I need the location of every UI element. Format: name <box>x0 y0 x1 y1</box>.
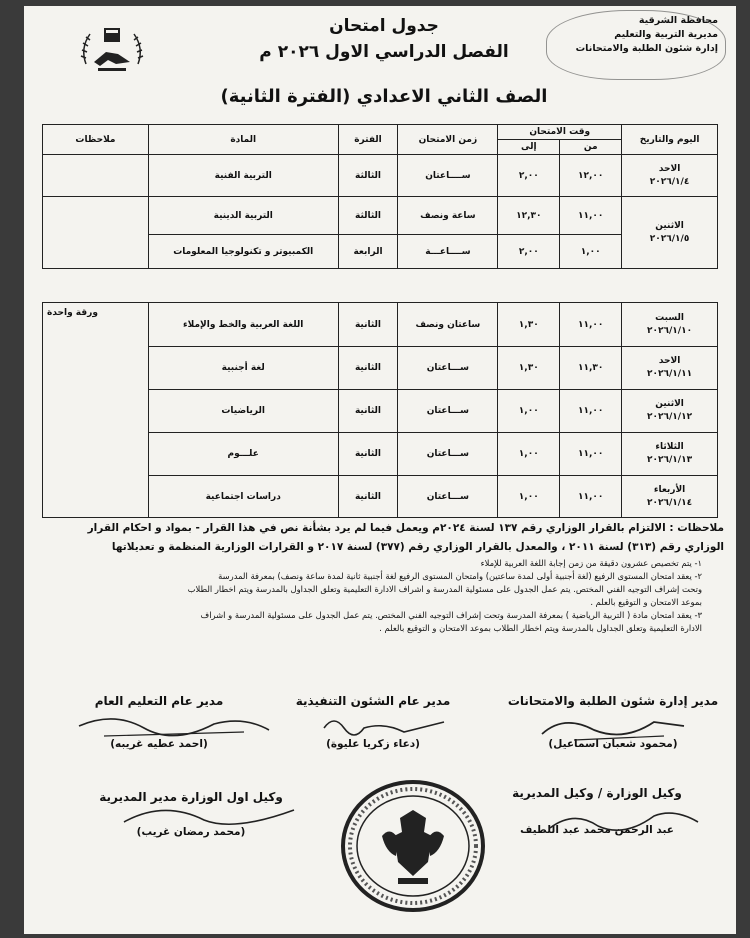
day-label: الاحد <box>658 356 681 366</box>
signature-title: وكيل اول الوزارة مدير المديرية <box>99 790 283 804</box>
subject-cell: التربية الدينية <box>148 197 338 235</box>
office-line-administration: إدارة شئون الطلبة والامتحانات <box>575 43 718 54</box>
header-subject: المادة <box>148 125 338 155</box>
day-date-cell <box>622 303 718 347</box>
office-heading <box>548 14 718 56</box>
period-cell: الثالثة <box>338 197 398 235</box>
day-label: الاحد <box>658 163 681 174</box>
date-label: ٢٠٢٦/١/١١ <box>647 369 693 379</box>
period-cell: الثانية <box>338 303 398 347</box>
from-cell: ١,٠٠ <box>560 235 622 269</box>
handwritten-signature <box>74 706 274 746</box>
to-cell: ٢,٠٠ <box>498 235 560 269</box>
day-date-cell <box>622 347 718 390</box>
header-from: من <box>560 140 622 155</box>
grade-title: الصف الثاني الاعدادي (الفترة الثانية) <box>220 86 548 107</box>
day-label: السبت <box>655 312 684 323</box>
day-label: الثلاثاء <box>655 442 684 452</box>
signature-name: (محمد رمضان غريب) <box>136 826 246 838</box>
header-to: إلى <box>498 140 560 155</box>
date-label: ٢٠٢٦/١/٥ <box>649 233 690 244</box>
duration-cell: ســـاعتان <box>398 390 498 433</box>
date-label: ٢٠٢٦/١/١٢ <box>647 412 693 422</box>
to-cell: ١,٣٠ <box>498 303 560 347</box>
handwritten-signature <box>314 710 464 740</box>
official-seal-icon <box>338 776 488 916</box>
single-paper-note: ورقة واحدة <box>47 308 98 318</box>
handwritten-signature <box>114 796 304 836</box>
from-cell: ١١,٠٠ <box>560 433 622 476</box>
office-line-directorate: مديرية التربية والتعليم <box>614 29 718 40</box>
period-cell: الثالثة <box>338 155 398 197</box>
to-cell: ١,٠٠ <box>498 476 560 518</box>
schedule-table-1 <box>42 124 718 269</box>
day-date-cell <box>622 197 718 269</box>
note-item-3b: الادارة التعليمية وتعلق الجداول بالمدرسة ويتم اخطار الطلاب بموعد الامتحان و التوقيع بالعلم . <box>379 623 702 633</box>
signature-title: مدير عام الشئون التنفيذية <box>295 694 451 708</box>
header-duration: زمن الامتحان <box>398 125 498 155</box>
signature-name: (محمود شعبان اسماعيل) <box>548 738 678 750</box>
signature-title: مدير إدارة شئون الطلبة والامتحانات <box>507 694 719 708</box>
subject-cell: لغة أجنبية <box>148 347 338 390</box>
note-item-1: ١- يتم تخصيص عشرون دقيقة من زمن إجابة اللغة العربية للإملاء <box>480 558 702 568</box>
subject-cell: الكمبيوتر و تكنولوجيا المعلومات <box>148 235 338 269</box>
duration-cell: ساعة ونصف <box>398 197 498 235</box>
signature-name: عبد الرحمن محمد عبد اللطيف <box>520 824 674 836</box>
day-label: الاثنين <box>655 220 684 231</box>
header-notes: ملاحظات <box>43 125 149 155</box>
note-item-2b: وتحت إشراف التوجيه الفني المختص. يتم عمل الجدول على مسئولية المدرسة و اشراف الادارة التعليمية وتعلق الجداول بالمدرسة ويتم اخطار الطلاب <box>187 584 702 594</box>
note-line-2: الوزاري رقم (٣١٣) لسنة ٢٠١١ ، والمعدل بالقرار الوزاري رقم (٣٧٧) لسنة ٢٠١٧ و القرارات الوزارية المنظمة و تعديلاتها <box>111 541 724 553</box>
notes-cell <box>43 303 149 518</box>
date-label: ٢٠٢٦/١/١٠ <box>647 325 693 336</box>
duration-cell: ســـاعتان <box>398 433 498 476</box>
office-line-governorate: محافظة الشرقية <box>638 15 718 26</box>
period-cell: الثانية <box>338 347 398 390</box>
subject-cell: دراسات اجتماعية <box>148 476 338 518</box>
period-cell: الثانية <box>338 390 398 433</box>
date-label: ٢٠٢٦/١/١٣ <box>647 455 693 465</box>
day-date-cell <box>622 155 718 197</box>
subject-cell: الرياضيات <box>148 390 338 433</box>
document-page <box>24 6 736 934</box>
note-item-2c: بموعد الامتحان و التوقيع بالعلم . <box>590 597 702 607</box>
day-date-cell <box>622 433 718 476</box>
table-row <box>43 303 718 347</box>
signature-name: (دعاء زكريا عليوة) <box>326 738 420 750</box>
signature-name: (احمد عطيه غريبه) <box>110 738 208 750</box>
table-row <box>43 197 718 235</box>
duration-cell: ســـاعتان <box>398 476 498 518</box>
day-label: الأربعاء <box>653 484 686 495</box>
notes-cell <box>43 197 149 269</box>
from-cell: ١٢,٠٠ <box>560 155 622 197</box>
day-label: الاثنين <box>655 399 684 409</box>
date-label: ٢٠٢٦/١/٤ <box>649 176 690 187</box>
header-day-date: اليوم والتاريخ <box>622 125 718 155</box>
to-cell: ١,٠٠ <box>498 390 560 433</box>
duration-cell: ســــاعـــة <box>398 235 498 269</box>
header-exam-time: وقت الامتحان <box>498 125 622 140</box>
day-date-cell <box>622 476 718 518</box>
header-period: الفترة <box>338 125 398 155</box>
note-item-3a: ٣- يعقد امتحان مادة ( التربية الرياضية ) بمعرفة المدرسة وتحت إشراف التوجيه الفني المختص. يتم عمل الجدول على مسئولية المدرسة و اشراف <box>200 610 702 620</box>
schedule-table-2 <box>42 302 718 518</box>
duration-cell: ســـاعتان <box>398 347 498 390</box>
day-date-cell <box>622 390 718 433</box>
subject-cell: علـــوم <box>148 433 338 476</box>
term-title: الفصل الدراسي الاول ٢٠٢٦ م <box>259 42 509 62</box>
from-cell: ١١,٠٠ <box>560 197 622 235</box>
signature-title: وكيل الوزارة / وكيل المديرية <box>512 786 682 800</box>
to-cell: ١,٣٠ <box>498 347 560 390</box>
period-cell: الثانية <box>338 476 398 518</box>
duration-cell: ساعتان ونصف <box>398 303 498 347</box>
period-cell: الثانية <box>338 433 398 476</box>
notes-section <box>38 520 724 635</box>
to-cell: ١٢,٣٠ <box>498 197 560 235</box>
subject-cell: التربية الفنية <box>148 155 338 197</box>
subject-cell: اللغة العربية والخط والإملاء <box>148 303 338 347</box>
to-cell: ٢,٠٠ <box>498 155 560 197</box>
from-cell: ١١,٠٠ <box>560 476 622 518</box>
table-row <box>43 155 718 197</box>
note-line-1: ملاحظات : الالتزام بالقرار الوزاري رقم ١٣٧ لسنة ٢٠٢٤م ويعمل فيما لم يرد بشأنة نص في هذا القرار - بمواد و احكام القرار <box>87 522 724 534</box>
from-cell: ١١,٣٠ <box>560 347 622 390</box>
note-item-2a: ٢- يعقد امتحان المستوى الرفيع (لغة أجنبية أولى لمدة ساعتين) وامتحان المستوى الرفيع لغة أجنبية ثانية لمدة ساعة ونصف) بمعرفة المدرسة <box>218 571 702 581</box>
from-cell: ١١,٠٠ <box>560 390 622 433</box>
document-title: جدول امتحان <box>329 16 439 36</box>
from-cell: ١١,٠٠ <box>560 303 622 347</box>
period-cell: الرابعة <box>338 235 398 269</box>
notes-cell <box>43 155 149 197</box>
signature-title: مدير عام التعليم العام <box>94 694 224 708</box>
duration-cell: ســــاعتان <box>398 155 498 197</box>
handwritten-signature <box>544 804 704 840</box>
ministry-logo-icon <box>76 22 148 82</box>
to-cell: ١,٠٠ <box>498 433 560 476</box>
handwritten-signature <box>534 712 694 746</box>
date-label: ٢٠٢٦/١/١٤ <box>647 497 693 508</box>
